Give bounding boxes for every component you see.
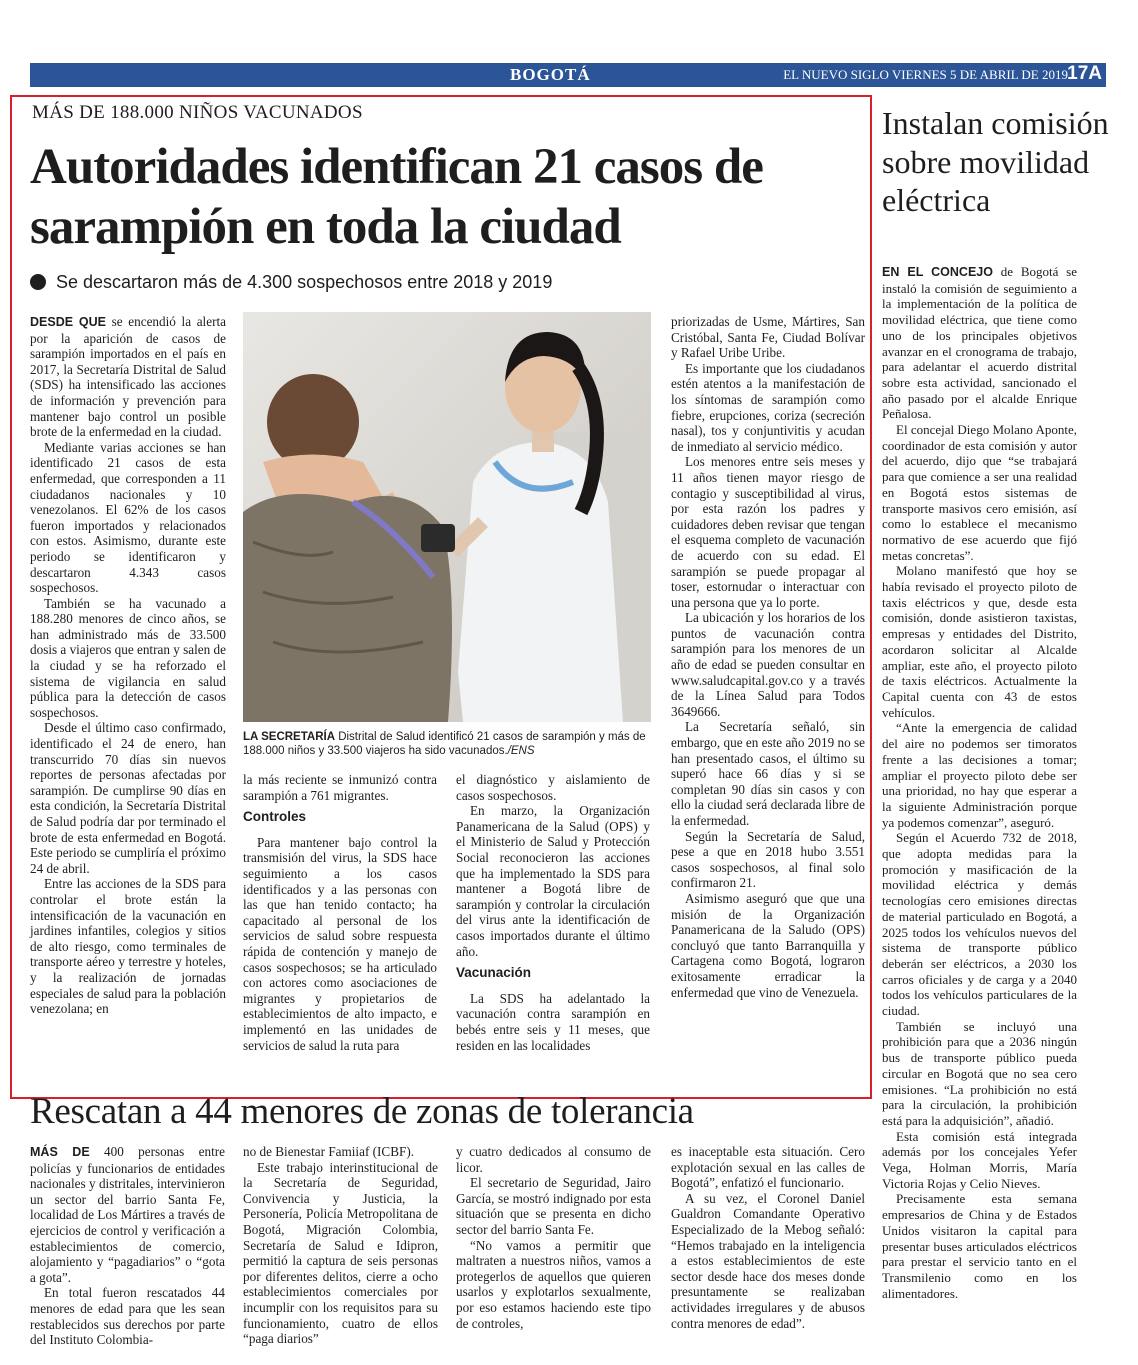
article-column-3 <box>456 772 650 1053</box>
paragraph: Este trabajo interinstitucional de la Secretaría de Seguridad, Convivencia y Justicia, la Personería, Policía Metropolitana de Bogotá, Migración Colombia, Secretaría de Salud e Idipron, permitió la captura de seis personas por diferentes delitos, cierre a ocho establecimientos comerciales por incumplir con los requisitos para su funcionamiento, cuatro de ellos “paga diarios” <box>243 1159 438 1347</box>
newspaper-date: EL NUEVO SIGLO VIERNES 5 DE ABRIL DE 2019 <box>783 67 1068 82</box>
article-column-1 <box>30 314 226 1017</box>
subheading-vacunacion: Vacunación <box>456 965 532 981</box>
paragraph: También se ha vacunado a 188.280 menores de cinco años, se han administrado más de 33.500 dosis a viajeros que entran y salen de la ciudad y se ha reforzado el sistema de vigilancia en salud pública para la detección de casos sospechosos. <box>30 595 226 720</box>
page-number: 17A <box>1067 63 1102 84</box>
paragraph: es inaceptable esta situación. Cero explotación sexual en las calles de Bogotá”, enfatizó el funcionario. <box>671 1144 865 1191</box>
paragraph: Precisamente esta semana empresarios de China y de Estados Unidos visitaron la capital para presentar buses articulados eléctricos para prestar el servicio tanto en el Transmilenio como en los alimentadores. <box>882 1191 1077 1301</box>
vaccination-photo <box>243 312 651 722</box>
paragraph: Según la Secretaría de Salud, pese a que en 2018 hubo 3.551 casos sospechosos, al final solo confirmaron 21. <box>671 828 865 891</box>
paragraph: El secretario de Seguridad, Jairo García, se mostró indignado por esta situación que se presenta en dicho sector del barrio Santa Fe. <box>456 1175 651 1237</box>
paragraph: Esta comisión está integrada además por los concejales Yefer Vega, Holman Morris, María Victoria Rojas y Celio Nieves. <box>882 1128 1077 1191</box>
photo-credit: /ENS <box>507 745 535 757</box>
paragraph: También se incluyó una prohibición para que a 2036 ningún bus de transporte público pueda circular en Bogotá que no sea cero emisiones. “La prohibición no está para la circulación, la prohibición está para la adquisición”, añadió. <box>882 1018 1077 1128</box>
paragraph: La Secretaría señaló, sin embargo, que en este año 2019 no se han presentado casos, el último su superó hace 66 días y si se completan 90 días sin casos y con ello la ciudad será declarada libre de la enfermedad. <box>671 719 865 828</box>
bullet-icon <box>30 274 46 290</box>
paragraph: Entre las acciones de la SDS para controlar el brote están la intensificación de la vacunación en jardines infantiles, colegios y sitios de alto riesgo, como terminales de transporte aéreo y terrestre y hoteles, y la realización de jornadas especiales de salud para la población venezolana; en <box>30 876 226 1017</box>
second-column-4 <box>671 1144 865 1331</box>
paragraph: Mediante varias acciones se han identificado 21 casos de esta enfermedad, que corresponden a 11 ciudadanos nacionales y 10 venezolanos. El 62% de los casos fueron importados y relacionados con estos. Asimismo, durante este periodo se identificaron y descartaron 4.343 casos sospechosos. <box>30 439 226 596</box>
paragraph: En marzo, la Organización Panamericana de la Salud (OPS) y el Ministerio de Salud y Protección Social reconocieron las acciones que ha implementado la SDS para mantener a Bogotá libre de sarampión y controlar la circulación del virus ante la identificación de casos importados durante el último año. <box>456 803 650 959</box>
paragraph: priorizadas de Usme, Mártires, San Cristóbal, Santa Fe, Ciudad Bolívar y Rafael Uribe Uribe. <box>671 314 865 361</box>
page-header-band <box>30 63 1106 87</box>
second-column-1 <box>30 1144 225 1348</box>
paragraph: Asimismo aseguró que que una misión de la Organización Panamericana de la Saludo (OPS) concluyó que tanto Barranquilla y Cartagena como Bogotá, lograron exitosamente erradicar la enfermedad que vino de Venezuela. <box>671 890 865 1000</box>
paragraph: de Bogotá se instaló la comisión de seguimiento a la implementación de la política de movilidad eléctrica, que tiene como uno de los principales objetivos avanzar en el cronograma de trabajo, para adelantar el acuerdo distrital sobre esta actividad, sancionado el año pasado por el alcalde Enrique Peñalosa. <box>882 264 1078 422</box>
paragraph: A su vez, el Coronel Daniel Gualdron Comandante Operativo Especializado de la Mebog señaló: “Hemos trabajado en la inteligencia a estos establecimientos de este sector desde hace dos meses donde presuntamente se realizaban actividades irregulares y de abusos contra menores de edad”. <box>671 1190 865 1331</box>
caption-text: Distrital de Salud identificó 21 casos de sarampión y más de 188.000 niños y 33.500 viajeros ha sido vacunados. <box>243 731 646 757</box>
paragraph: Para mantener bajo control la transmisión del virus, la SDS hace seguimiento a los casos identificados y a las personas con las que han tenido contacto; ha capacitado al personal de los servicios de salud sobre respuesta rápida de contención y manejo de casos sospechosos; se ha articulado con actores como asociaciones de migrantes y propietarios de establecimientos de alto impacto, e implementó en las unidades de servicios de salud la ruta para <box>243 834 437 1053</box>
paragraph: el diagnóstico y aislamiento de casos sospechosos. <box>456 772 650 803</box>
paragraph: “Ante la emergencia de calidad del aire no podemos ser timoratos frente a las decisiones a tomar; ampliar el proyecto piloto debe ser una prioridad, no hay que esperar a la siguiente Administración porque ya podemos comenzar”, aseguró. <box>882 720 1077 830</box>
article-headline: Autoridades identifican 21 casos de sarampión en toda la ciudad <box>30 139 763 255</box>
paragraph: Es importante que los ciudadanos estén atentos a la manifestación de los síntomas de sarampión como fiebre, erupciones, coriza (secreción nasal), tos y conjuntivitis y acudan de inmediato al servicio médico. <box>671 360 865 454</box>
paragraph: se encendió la alerta por la aparición de casos de sarampión importados en el país en 2017, la Secretaría Distrital de Salud (SDS) ha intensificado las acciones de información y prevención para mantener bajo control un posible brote de la enfermedad en la ciudad. <box>30 314 226 440</box>
subhead-text: Se descartaron más de 4.300 sospechosos entre 2018 y 2019 <box>56 272 553 292</box>
article-subhead <box>30 272 552 293</box>
article-kicker: MÁS DE 188.000 NIÑOS VACUNADOS <box>32 102 363 123</box>
article-column-4 <box>671 314 865 1000</box>
section-name: BOGOTÁ <box>510 65 591 84</box>
paragraph: La SDS ha adelantado la vacunación contra sarampión en bebés entre seis y 11 meses, que residen en las localidades <box>456 990 650 1053</box>
paragraph: Molano manifestó que hoy se había revisado el proyecto piloto de taxis eléctricos y que, desde esta comisión, donde asistieron taxistas, empresas y entidades del Distrito, acordaron solicitar al Alcalde ampliar, este año, el proyecto piloto de taxis eléctricos. Actualmente la Capital cuenta con 43 de estos vehículos. <box>882 563 1077 720</box>
photo-illustration <box>243 312 651 722</box>
article-column-2 <box>243 772 437 1053</box>
paragraph: y cuatro dedicados al consumo de licor. <box>456 1144 651 1175</box>
sidebar-column <box>882 264 1077 1301</box>
paragraph: El concejal Diego Molano Aponte, coordinador de esta comisión y autor del acuerdo, dijo que “se trabajará para que comience a ser una realidad en Bogotá estos sistemas de transporte masivos cero emisión, así como lo establece el mecanismo normativo de ese acuerdo que fijó metas concretas”. <box>882 422 1077 563</box>
paragraph: Desde el último caso confirmado, identificado el 24 de enero, han transcurrido 70 días sin nuevos reportes de personas afectadas por sarampión. De cumplirse 90 días en esta condición, la Secretaría Distrital de Salud podría dar por terminado el brote de esta enfermedad en Bogotá. Este periodo se cumpliría el próximo 24 de abril. <box>30 720 226 876</box>
paragraph: 400 personas entre policías y funcionarios de entidades nacionales y distritales, intervinieron un sector del barrio Santa Fe, localidad de Los Mártires a través de ejercicios de control y verificación a establecimientos de comercio, alojamiento y “pagadiarios” o “gota a gota”. <box>30 1144 225 1285</box>
photo-caption <box>243 730 659 758</box>
second-column-2 <box>243 1144 438 1347</box>
lead-in: DESDE QUE <box>30 315 106 329</box>
paragraph: la más reciente se inmunizó contra sarampión a 761 migrantes. <box>243 772 437 803</box>
second-headline: Rescatan a 44 menores de zonas de tolerancia <box>30 1091 694 1132</box>
lead-in: EN EL CONCEJO <box>882 265 993 279</box>
paragraph: Según el Acuerdo 732 de 2018, que adopta medidas para la promoción y masificación de la movilidad eléctrica y demás tecnologías cero emisiones directas de material particulado en Bogotá, a 2025 todos los vehículos nuevos del sistema de transporte público deberán ser eléctricos, a 2030 los carros oficiales y de carga y a 2040 todos los vehículos particulares de la ciudad. <box>882 830 1077 1019</box>
paragraph: En total fueron rescatados 44 menores de edad para que les sean restablecidos sus derechos por parte del Instituto Colombia- <box>30 1285 225 1348</box>
paragraph: “No vamos a permitir que maltraten a nuestros niños, vamos a protegerlos de aquellos que quieren usarlos y explotarlos sexualmente, por eso estamos haciendo este tipo de controles, <box>456 1237 651 1331</box>
second-column-3 <box>456 1144 651 1331</box>
sidebar-headline: Instalan comisión sobre movilidad eléctrica <box>882 105 1109 218</box>
paragraph: La ubicación y los horarios de los puntos de vacunación contra sarampión para los menores de un año de edad se pueden consultar en www.saludcapital.gov.co y a través de la Línea Salud para Todos 3649666. <box>671 610 865 719</box>
lead-in: MÁS DE <box>30 1145 90 1159</box>
caption-lead: LA SECRETARÍA <box>243 731 335 743</box>
paragraph: no de Bienestar Famiiaf (ICBF). <box>243 1144 415 1159</box>
paragraph: Los menores entre seis meses y 11 años tienen mayor riesgo de contagio y susceptibilidad al virus, por esta razón los padres y cuidadores deben revisar que tengan el esquema completo de vacunación de acuerdo con su edad. El sarampión se puede propagar al toser, estornudar o interactuar con una persona que ya lo porte. <box>671 454 865 610</box>
subheading-controles: Controles <box>243 809 307 825</box>
